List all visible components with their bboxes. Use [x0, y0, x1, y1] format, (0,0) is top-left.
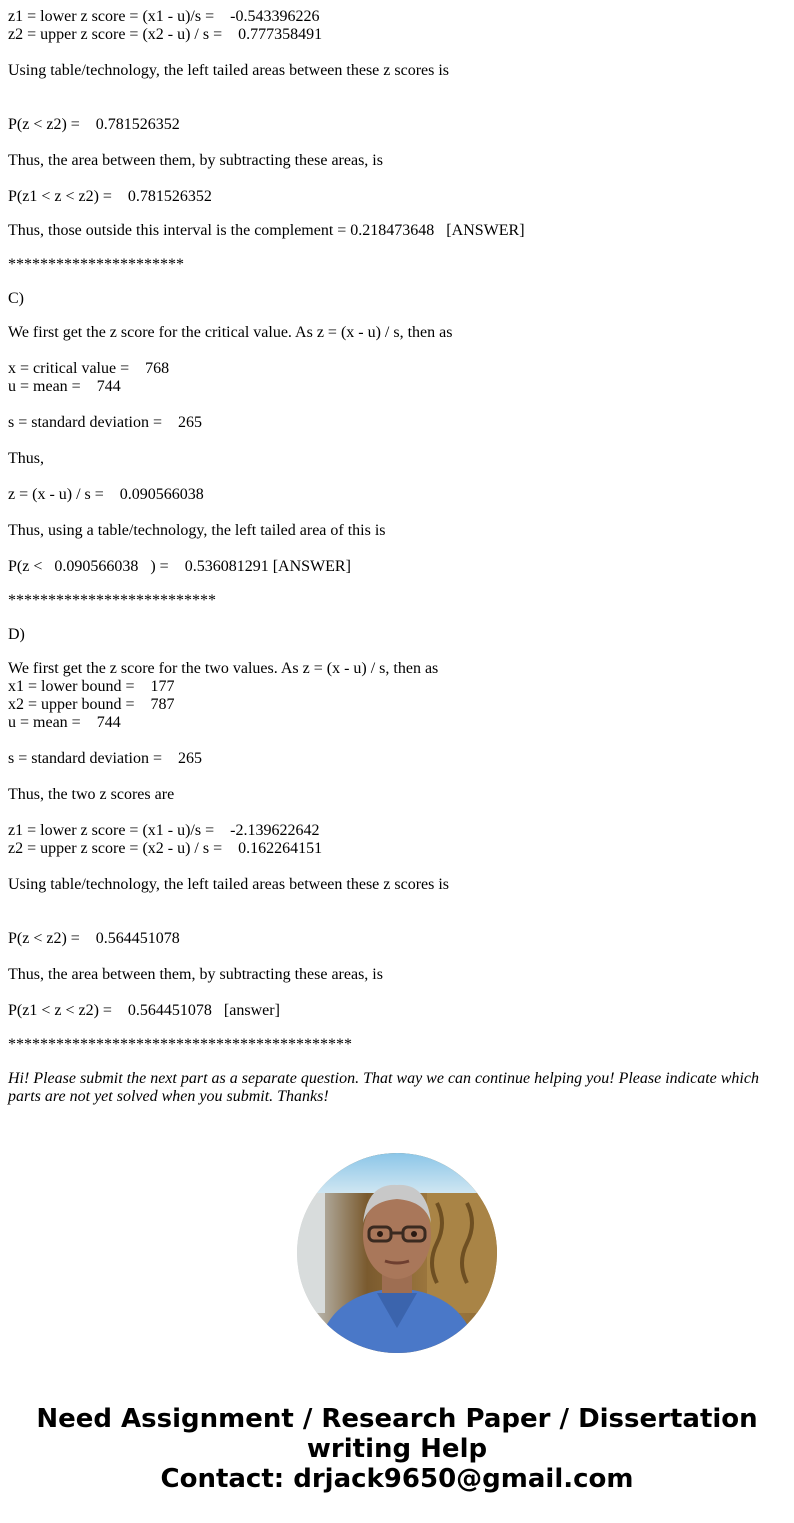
c-separator: ************************** [8, 592, 216, 609]
b-z1-line: z1 = lower z score = (x1 - u)/s = -0.543396226 [8, 8, 320, 25]
d-pz2-line: P(z < z2) = 0.564451078 [8, 930, 180, 947]
b-complement-line: Thus, those outside this interval is the complement = 0.218473648 [ANSWER] [8, 222, 525, 239]
d-x1-line: x1 = lower bound = 177 [8, 678, 175, 695]
d-z2-line: z2 = upper z score = (x2 - u) / s = 0.162264151 [8, 840, 323, 857]
c-heading: C) [8, 290, 24, 307]
c-tech-line: Thus, using a table/technology, the left tailed area of this is [8, 522, 386, 539]
b-subtract-line: Thus, the area between them, by subtracting these areas, is [8, 152, 383, 169]
c-z-line: z = (x - u) / s = 0.090566038 [8, 486, 204, 503]
d-s-line: s = standard deviation = 265 [8, 750, 203, 767]
c-s-line: s = standard deviation = 265 [8, 414, 203, 431]
d-thus-line: Thus, the two z scores are [8, 786, 175, 803]
footer-line-2: writing Help [306, 1434, 488, 1464]
b-pz2-line: P(z < z2) = 0.781526352 [8, 116, 180, 133]
tutor-portrait-icon [297, 1153, 497, 1353]
d-separator: ******************************************* [8, 1036, 352, 1053]
d-x2-line: x2 = upper bound = 787 [8, 696, 175, 713]
b-separator: ********************** [8, 256, 184, 273]
d-tech-line: Using table/technology, the left tailed areas between these z scores is [8, 876, 450, 893]
c-answer-line: P(z < 0.090566038 ) = 0.536081291 [ANSWER] [8, 558, 351, 575]
d-subtract-line: Thus, the area between them, by subtracting these areas, is [8, 966, 383, 983]
d-intro: We first get the z score for the two values. As z = (x - u) / s, then as [8, 660, 439, 677]
c-thus-line: Thus, [8, 450, 44, 467]
d-answer-line: P(z1 < z < z2) = 0.564451078 [answer] [8, 1002, 280, 1019]
d-u-line: u = mean = 744 [8, 714, 121, 731]
b-tech-line: Using table/technology, the left tailed areas between these z scores is [8, 62, 450, 79]
avatar [297, 1153, 497, 1353]
footer-contact: Contact: drjack9650@gmail.com [160, 1464, 634, 1494]
c-intro: We first get the z score for the critical value. As z = (x - u) / s, then as [8, 324, 453, 341]
c-u-line: u = mean = 744 [8, 378, 121, 395]
closing-note: Hi! Please submit the next part as a separate question. That way we can continue helping you! Please indicate which parts are not yet solved when you submit. Thanks! [8, 1070, 759, 1105]
b-between-line: P(z1 < z < z2) = 0.781526352 [8, 188, 212, 205]
c-x-line: x = critical value = 768 [8, 360, 170, 377]
footer-line-1: Need Assignment / Research Paper / Dissertation [36, 1404, 758, 1434]
solution-document [8, 8, 786, 1106]
d-heading: D) [8, 626, 25, 643]
d-z1-line: z1 = lower z score = (x1 - u)/s = -2.139622642 [8, 822, 320, 839]
b-z2-line: z2 = upper z score = (x2 - u) / s = 0.777358491 [8, 26, 323, 43]
footer-banner [0, 1404, 794, 1494]
